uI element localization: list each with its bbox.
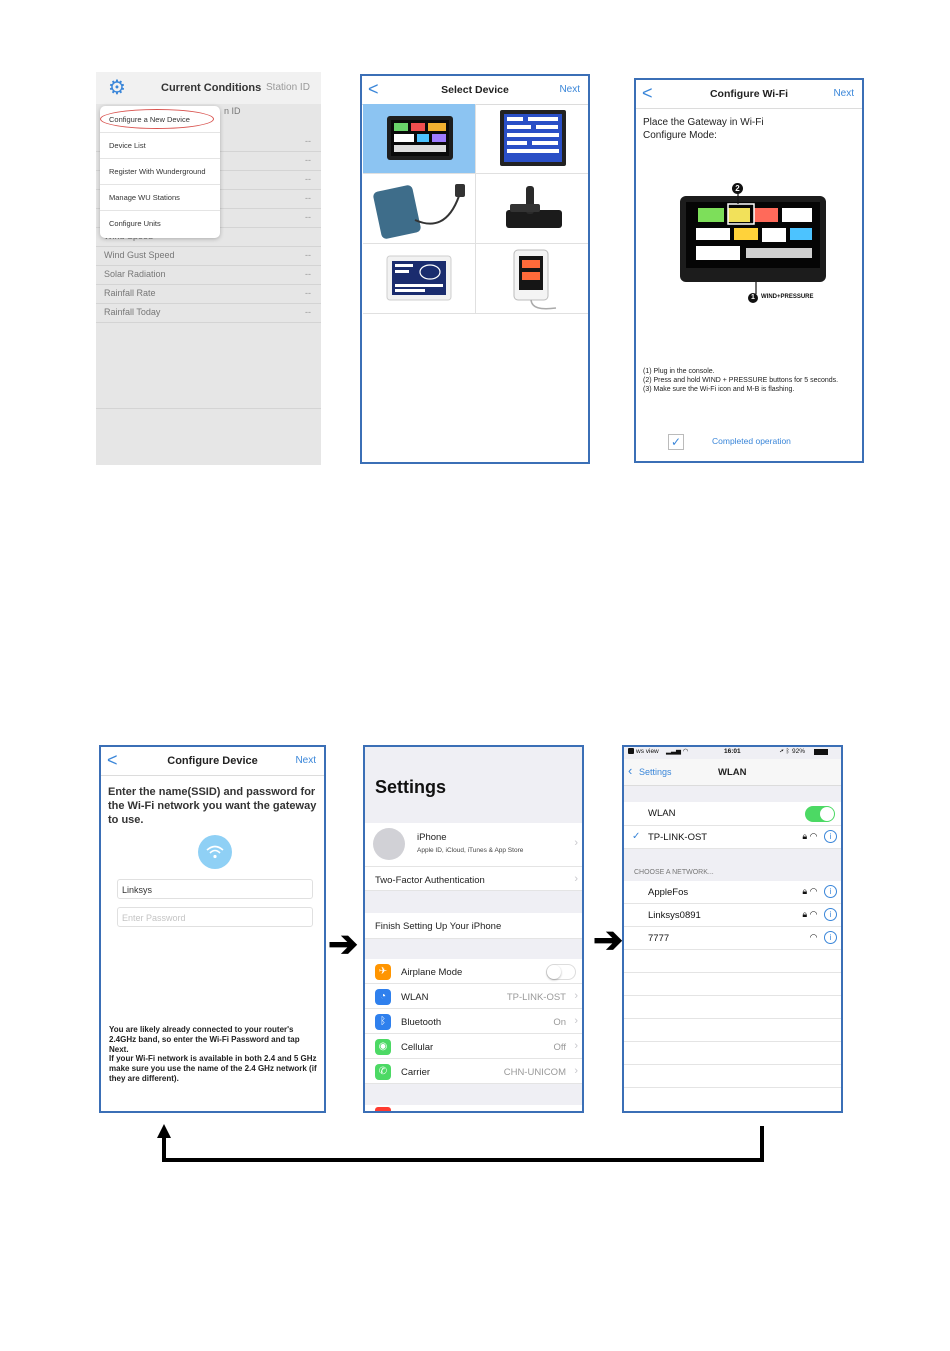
next-button[interactable]: Next — [295, 755, 316, 766]
avatar — [373, 828, 405, 860]
next-button[interactable]: Next — [559, 84, 580, 95]
gear-dropdown-menu — [100, 106, 220, 238]
wlan-screen — [622, 745, 843, 1113]
step-1: (1) Plug in the console. — [643, 368, 715, 375]
note-dual-band: If your Wi-Fi network is available in both 2.4 and 5 GHz make sure you use the name of the 2.4 GHz network (if they are different). — [109, 1054, 317, 1083]
location-bluetooth-icon: ➚ ᛒ — [780, 748, 790, 755]
wifi-icon: ◔ — [375, 989, 391, 1005]
condition-row: -- — [96, 132, 321, 152]
notification-icon — [375, 1107, 391, 1113]
nav-bar — [624, 759, 843, 786]
callout-badge-2: 2 — [732, 183, 743, 194]
condition-row: -- — [96, 170, 321, 190]
condition-row: -- — [96, 151, 321, 171]
current-conditions-screen — [96, 72, 321, 465]
ios-settings-screen — [363, 745, 584, 1113]
note-24ghz: You are likely already connected to your router's 2.4GHz band, so enter the Wi-Fi Password and tap Next. — [109, 1025, 300, 1054]
screen-title: Current Conditions — [161, 82, 262, 94]
network-status-icons: 🔒︎ ◠ i — [802, 908, 837, 921]
condition-row: Wind Gust Speed -- — [96, 246, 321, 266]
network-row-applefos[interactable]: AppleFos 🔒︎ ◠ i — [624, 881, 843, 904]
settings-item-wlan[interactable]: ◔ WLAN TP-LINK-OST › — [365, 984, 584, 1009]
instruction-text: Enter the name(SSID) and password for the Wi-Fi network you want the gateway to use. — [108, 786, 317, 826]
settings-item-bluetooth[interactable]: ᛒ Bluetooth On › — [365, 1009, 584, 1034]
back-button[interactable]: Settings — [639, 767, 672, 777]
blue-console-image — [476, 104, 589, 174]
completed-operation-label[interactable]: Completed operation — [712, 436, 791, 446]
settings-item-carrier[interactable]: ✆ Carrier CHN-UNICOM › — [365, 1059, 584, 1084]
chevron-right-icon: › — [574, 1015, 578, 1027]
bluetooth-icon: ᛒ — [375, 1014, 391, 1030]
info-icon[interactable]: i — [824, 830, 837, 843]
profile-subtitle: Apple ID, iCloud, iTunes & App Store — [417, 847, 524, 854]
apple-id-row[interactable] — [365, 823, 584, 867]
condition-row: -- — [96, 208, 321, 228]
menu-item-register-wunderground[interactable]: Register With Wunderground — [100, 158, 220, 185]
cellular-icon: ◉ — [375, 1039, 391, 1055]
completed-checkbox[interactable]: ✓ — [668, 434, 684, 450]
settings-item-cellular[interactable]: ◉ Cellular Off › — [365, 1034, 584, 1059]
station-id-fragment: n ID — [224, 106, 241, 116]
password-input[interactable]: Enter Password — [117, 907, 313, 927]
network-status-icons: 🔒︎ ◠ i — [802, 885, 837, 898]
gateway-image — [363, 174, 476, 244]
empty-area — [96, 322, 321, 409]
empty-row — [624, 973, 843, 996]
console-illustration — [676, 178, 836, 302]
chevron-right-icon: › — [574, 990, 578, 1002]
network-row-7777[interactable]: 7777 ◠ i — [624, 927, 843, 950]
instruction-text: Place the Gateway in Wi-Fi Configure Mode: — [643, 117, 764, 141]
wlan-switch[interactable] — [805, 806, 835, 822]
battery-icon — [814, 749, 828, 755]
station-id-label: Station ID — [266, 82, 310, 93]
back-icon[interactable]: < — [368, 79, 379, 99]
device-option-sensor-dock[interactable] — [476, 174, 589, 244]
device-option-gateway[interactable] — [363, 174, 476, 244]
airplane-icon: ✈ — [375, 964, 391, 980]
configure-device-screen — [99, 745, 326, 1113]
back-icon[interactable]: < — [107, 750, 118, 770]
two-factor-row[interactable]: Two-Factor Authentication › — [365, 867, 584, 891]
menu-item-configure-new-device[interactable]: Configure a New Device — [100, 106, 220, 133]
network-status-icons: ◠ i — [810, 931, 837, 944]
app-icon — [628, 748, 634, 754]
settings-item-partial — [365, 1105, 584, 1113]
indoor-display-image — [363, 244, 476, 314]
device-option-blue-console[interactable] — [476, 104, 589, 174]
empty-row — [624, 1065, 843, 1088]
screen-title: Select Device — [441, 84, 509, 96]
callout-badge-1: 1 — [748, 293, 758, 303]
connected-network-row[interactable]: ✓ TP-LINK-OST 🔒︎ ◠ i — [624, 826, 843, 849]
condition-row: Rainfall Rate -- — [96, 284, 321, 304]
status-time: 16:01 — [724, 748, 741, 755]
wlan-toggle-row: WLAN — [624, 802, 843, 826]
status-battery: 92% — [792, 748, 806, 755]
network-status-icons: 🔒︎ ◠ i — [802, 830, 837, 843]
arrow-right-icon: ➔ — [593, 919, 624, 960]
menu-item-manage-wu-stations[interactable]: Manage WU Stations — [100, 184, 220, 211]
return-arrow-line — [150, 1122, 770, 1166]
instruction-steps — [643, 367, 858, 394]
info-icon[interactable]: i — [824, 885, 837, 898]
nav-bar — [101, 747, 324, 776]
device-grid — [363, 104, 589, 314]
info-icon[interactable]: i — [824, 908, 837, 921]
status-bar — [624, 747, 843, 759]
screen-title: Configure Wi-Fi — [709, 88, 789, 100]
chevron-right-icon: › — [574, 873, 578, 885]
phone-icon: ✆ — [375, 1064, 391, 1080]
callout-label: WIND+PRESSURE — [761, 294, 814, 300]
step-2: (2) Press and hold WIND + PRESSURE buttons for 5 seconds. — [643, 377, 839, 384]
condition-row: -- — [96, 189, 321, 209]
wifi-icon — [198, 835, 232, 869]
gear-icon[interactable]: ⚙ — [108, 77, 126, 99]
checkmark-icon: ✓ — [632, 831, 641, 842]
network-row-linksys[interactable]: Linksys0891 🔒︎ ◠ i — [624, 904, 843, 927]
header-bar — [96, 72, 321, 104]
condition-row: Rainfall Today -- — [96, 303, 321, 323]
choose-network-caption: CHOOSE A NETWORK... — [634, 869, 714, 876]
condition-row: Solar Radiation -- — [96, 265, 321, 285]
screen-title: WLAN — [718, 767, 747, 778]
finish-setup-row[interactable]: Finish Setting Up Your iPhone — [365, 913, 584, 939]
nav-bar — [362, 76, 588, 105]
select-device-screen — [360, 74, 590, 464]
airplane-toggle[interactable] — [546, 964, 576, 980]
empty-row — [624, 1042, 843, 1065]
chevron-right-icon: › — [574, 1065, 578, 1077]
sensor-dock-image — [476, 174, 589, 244]
menu-item-configure-units[interactable]: Configure Units — [109, 219, 161, 228]
empty-row — [624, 1019, 843, 1042]
arrow-right-icon: ➔ — [328, 923, 359, 964]
back-icon[interactable]: ‹ — [628, 763, 633, 778]
device-option-color-console[interactable] — [363, 104, 476, 174]
chevron-right-icon: › — [574, 837, 578, 849]
page-title: Settings — [375, 777, 447, 797]
info-icon[interactable]: i — [824, 931, 837, 944]
menu-item-device-list[interactable]: Device List — [100, 132, 220, 159]
back-icon[interactable]: < — [642, 83, 653, 103]
ssid-input[interactable]: Linksys — [117, 879, 313, 899]
thermo-hygrometer-image — [476, 244, 589, 314]
signal-icon: ▂▃▅ ◠ — [666, 748, 689, 755]
device-option-indoor-display[interactable] — [363, 244, 476, 314]
screen-title: Configure Device — [167, 755, 258, 767]
empty-row — [624, 996, 843, 1019]
profile-name: iPhone — [417, 832, 447, 843]
nav-bar — [636, 80, 862, 109]
device-option-thermo-hygrometer[interactable] — [476, 244, 589, 314]
empty-row — [624, 1088, 843, 1113]
next-button[interactable]: Next — [833, 88, 854, 99]
color-console-image — [363, 104, 476, 174]
settings-item-airplane-mode[interactable]: ✈ Airplane Mode — [365, 959, 584, 984]
chevron-right-icon: › — [574, 1040, 578, 1052]
status-left: ws view — [636, 748, 659, 755]
empty-row — [624, 950, 843, 973]
step-3: (3) Make sure the Wi-Fi icon and M-B is flashing. — [643, 386, 795, 393]
configure-wifi-screen — [634, 78, 864, 463]
